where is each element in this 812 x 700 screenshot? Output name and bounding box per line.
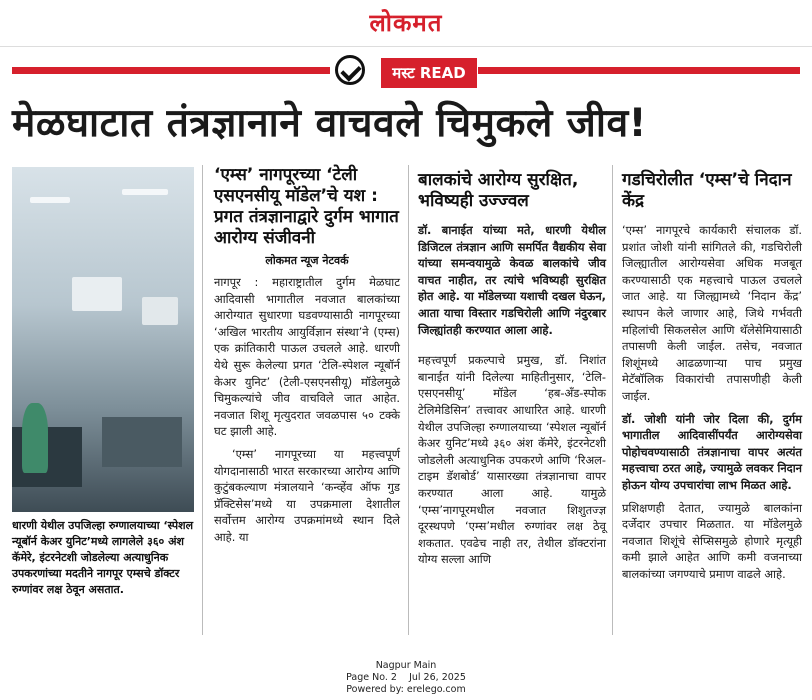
article-title: गडचिरोलीत ‘एम्स’चे निदान केंद्र (622, 170, 792, 211)
banner-bar-right (478, 67, 800, 74)
newspaper-logo[interactable]: लोकमत (369, 8, 443, 37)
article-title: ‘एम्स’ नागपूरच्या ‘टेली एसएनसीयू मॉडेल’चे यश : प्रगत तंत्रज्ञानाद्वारे दुर्गम भागात आरोग्य संजीवनी (214, 165, 399, 248)
page-info (0, 672, 812, 684)
paragraph: महत्त्वपूर्ण प्रकल्पाचे प्रमुख, डॉ. निशांत बानाईत यांनी दिलेल्या माहितीनुसार, ‘टेलि-एसएनसीयू’ मॉडेल ‘हब-अँड-स्पोक टेलिमेडिसिन’ तत्त्वावर आधारित आहे. धारणी येथील उपजिल्हा रुग्णालयाच्या ‘स्पेशल न्यूबॉर्न केअर युनिट’मध्ये ३६० अंश कॅमेरे, इंटरनेटशी जोडलेली अत्याधुनिक उपकरणे आणि ‘रिअल-टाइम डॅशबोर्ड’ यासारख्या तंत्रज्ञानाचा वापर करण्यात आला आहे. यामुळे ‘एम्स’नागपूरमधील नवजात शिशुतज्ज्ञ दूरस्थपणे ‘एम्स’मधील रुग्णांवर लक्ष ठेवू शकतात. एवढेच नाही तर, तेथील डॉक्टरांना योग्य सल्ला आणि (418, 353, 606, 567)
ceiling-lamp (122, 189, 168, 195)
column-divider (612, 165, 613, 635)
paragraph: प्रशिक्षणही देतात, ज्यामुळे बालकांना दर्जेदार उपचार मिळतात. या मॉडेलमुळे नवजात शिशूंचे सेप्सिसमुळे होणारे मृत्यूही कमी झाले आहेत आणि कमी वजनाच्या बालकांच्या जगण्याचे प्रमाण वाढले आहे. (622, 500, 802, 581)
hospital-ward-photo[interactable] (12, 167, 194, 512)
edition-label: Nagpur Main (375, 660, 437, 671)
incubator (102, 417, 182, 467)
monitor-panel (142, 297, 178, 325)
article-aiims-tele-sncu (214, 165, 400, 552)
masthead (0, 0, 812, 47)
article-gadchiroli-center (622, 170, 802, 588)
article-body (214, 274, 400, 546)
nurse-figure (22, 403, 48, 473)
footer (0, 660, 812, 696)
page-date: Jul 26, 2025 (409, 672, 466, 683)
monitor-panel (72, 277, 122, 311)
article-title: बालकांचे आरोग्य सुरक्षित, भविष्यही उज्ज्वल (418, 170, 579, 211)
page-number: Page No. 2 (346, 672, 397, 683)
main-headline: मेळघाटात तंत्रज्ञानाने वाचवले चिमुकले जीव! (12, 101, 647, 146)
paragraph: नागपूर : महाराष्ट्रातील दुर्गम मेळघाट आदिवासी भागातील नवजात बालकांच्या आरोग्यात सुधारणा घडवण्यासाठी नागपूरच्या ‘अखिल भारतीय आयुर्विज्ञान संस्था’ने (एम्स) एक क्रांतिकारी पाऊल उचलले आहे. धारणी येथे सुरू केलेल्या प्रगत ‘टेलि-स्पेशल न्यूबॉर्न केअर युनिट’ (टेली-एसएनसीयू) मॉडेलमुळे चिमुकल्यांचे जीव वाचविले जात आहेत. नवजात शिशू मृत्युदरात जवळपास ५० टक्के घट झाली आहे. (214, 275, 400, 439)
column-divider (408, 165, 409, 635)
article-child-health (418, 170, 606, 574)
byline: लोकमत न्यूज नेटवर्क (265, 254, 349, 267)
must-read-badge: मस्ट READ (381, 58, 477, 88)
checkmark-icon (335, 55, 365, 85)
article-body (622, 222, 802, 582)
column-divider (202, 165, 203, 635)
powered-by[interactable]: Powered by: erelego.com (346, 684, 466, 695)
ceiling-lamp (30, 197, 70, 203)
article-body (418, 222, 606, 568)
paragraph: डॉ. बानाईत यांच्या मते, धारणी येथील डिजिटल तंत्रज्ञान आणि समर्पित वैद्यकीय सेवा यांच्या समन्वयामुळे केवळ बालकांचे जीव वाचत नाहीत, तर त्यांचे भविष्यही सुरक्षित होत आहे. या मॉडेलच्या यशाची दखल घेऊन, आता याचा विस्तार गडचिरोली आणि नंदुरबार जिल्ह्यांतही करण्यात आला आहे. (418, 223, 606, 337)
paragraph: ‘एम्स’ नागपूरचे कार्यकारी संचालक डॉ. प्रशांत जोशी यांनी सांगितले की, गडचिरोली जिल्ह्यातील आरोग्यसेवा अधिक मजबूत करण्यासाठी एक महत्त्वाचे पाऊल उचलले जात आहे. या जिल्ह्यामध्ये ‘निदान केंद्र’ स्थापन केले जाणार आहे, जिथे गर्भवती महिलांची सिकलसेल आणि थॅलेसेमियासाठी तपासणी केली जाईल. तसेच, नवजात शिशूंमध्ये आढळणाऱ्या पाच प्रमुख मेटॅबॉलिक विकारांची तपासणीही केली जाईल. (622, 223, 802, 403)
paragraph: ‘एम्स’ नागपूरच्या या महत्त्वपूर्ण योगदानासाठी भारत सरकारच्या आरोग्य आणि कुटुंबकल्याण मंत्रालयाने ‘कन्व्हेंव ऑफ गुड प्रॅक्टिसेस’मध्ये या उपक्रमाला देशातील सर्वोत्तम आरोग्य उपक्रमांमध्ये स्थान दिले आहे. या (214, 446, 400, 544)
paragraph: डॉ. जोशी यांनी जोर दिला की, दुर्गम भागातील आदिवासींपर्यंत आरोग्यसेवा पोहोचवण्यासाठी तंत्रज्ञानाचा वापर अत्यंत महत्त्वाचा ठरत आहे, ज्यामुळे लवकर निदान होऊन योग्य उपचारांचा लाभ मिळत आहे. (622, 411, 802, 492)
banner-bar-left (12, 67, 330, 74)
photo-caption: धारणी येथील उपजिल्हा रुग्णालयाच्या ‘स्पेशल न्यूबॉर्न केअर युनिट’मध्ये लागलेले ३६० अंश कॅमेरे, इंटरनेटशी जोडलेल्या अत्याधुनिक उपकरणांच्या मदतीने नागपूर एम्सचे डॉक्टर रुग्णांवर लक्ष ठेवून असतात. (12, 519, 194, 596)
